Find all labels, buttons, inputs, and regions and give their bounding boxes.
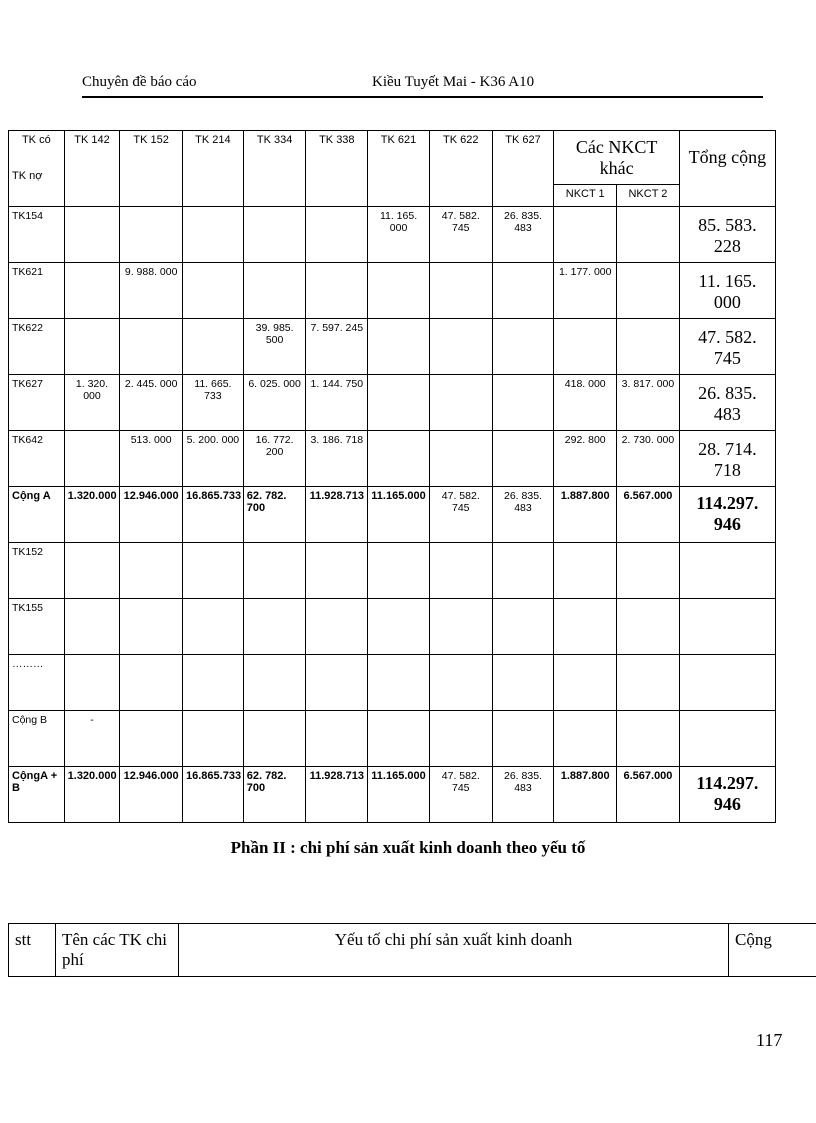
table-row: [9, 655, 776, 711]
row-label: TK154: [9, 207, 65, 263]
page-number: 117: [756, 1030, 783, 1050]
table-cell: [368, 431, 430, 487]
table-cell: 11. 165. 000: [368, 207, 430, 263]
row-label: TK642: [9, 431, 65, 487]
accounts-table: [8, 130, 776, 823]
row-total: 114.297. 946: [679, 767, 775, 823]
table-cell: [429, 599, 492, 655]
cost-elements-table: [8, 923, 816, 977]
table-cell: [120, 711, 183, 767]
table-cell: 16.865.733: [183, 767, 244, 823]
row-label: TK621: [9, 263, 65, 319]
table-cell: [492, 375, 554, 431]
column-header: TK 622: [429, 131, 492, 207]
table-cell: 16. 772. 200: [243, 431, 306, 487]
account-name-header: Tên các TK chi phí: [56, 924, 179, 977]
table-cell: [492, 655, 554, 711]
table-cell: 47. 582. 745: [429, 487, 492, 543]
table-cell: [368, 711, 430, 767]
row-total: [679, 599, 775, 655]
table-cell: [554, 543, 617, 599]
table-cell: 39. 985. 500: [243, 319, 306, 375]
total-header-cont: [679, 185, 775, 207]
table-cell: [183, 711, 244, 767]
table-cell: 5. 200. 000: [183, 431, 244, 487]
table-cell: [64, 263, 120, 319]
table-cell: 12.946.000: [120, 767, 183, 823]
table-cell: [554, 207, 617, 263]
table-cell: [617, 263, 680, 319]
table-cell: [64, 599, 120, 655]
table-cell: 11. 665. 733: [183, 375, 244, 431]
table-cell: [120, 543, 183, 599]
table-cell: 1.887.800: [554, 767, 617, 823]
row-total: 26. 835. 483: [679, 375, 775, 431]
row-label: TK627: [9, 375, 65, 431]
column-header: TK 142: [64, 131, 120, 207]
sub-column-header: NKCT 2: [617, 185, 680, 207]
table-cell: -: [64, 711, 120, 767]
table-cell: [429, 655, 492, 711]
table-cell: 3. 817. 000: [617, 375, 680, 431]
table-cell: 11.165.000: [368, 487, 430, 543]
table-cell: [120, 599, 183, 655]
header-right: Kiều Tuyết Mai - K36 A10: [372, 74, 535, 90]
table-cell: 1.320.000: [64, 487, 120, 543]
row-label: Cộng A: [9, 487, 65, 543]
table-row: [9, 711, 776, 767]
row-label: TK622: [9, 319, 65, 375]
part2-title: Phần II : chi phí sản xuất kinh doanh theo yếu tố: [230, 838, 586, 857]
table-cell: [429, 319, 492, 375]
table-cell: 11.165.000: [368, 767, 430, 823]
table-cell: 62. 782. 700: [243, 767, 306, 823]
table-cell: [429, 263, 492, 319]
table-cell: [120, 655, 183, 711]
table-cell: [617, 711, 680, 767]
table-cell: 1.887.800: [554, 487, 617, 543]
table-cell: 1. 177. 000: [554, 263, 617, 319]
table-cell: 6.567.000: [617, 767, 680, 823]
table-cell: [306, 263, 368, 319]
table-cell: 513. 000: [120, 431, 183, 487]
row-label: ………: [9, 655, 65, 711]
table-cell: [243, 599, 306, 655]
table-cell: [492, 599, 554, 655]
table-cell: [243, 543, 306, 599]
table-row: [9, 599, 776, 655]
column-header: TK 152: [120, 131, 183, 207]
row-total: 114.297. 946: [679, 487, 775, 543]
header-left: Chuyên đề báo cáo: [82, 74, 197, 90]
table-cell: [64, 319, 120, 375]
table-cell: [492, 319, 554, 375]
sub-column-header: NKCT 1: [554, 185, 617, 207]
table-cell: 26. 835. 483: [492, 767, 554, 823]
row-total: 85. 583. 228: [679, 207, 775, 263]
table-cell: 3. 186. 718: [306, 431, 368, 487]
cost-element-header: Yếu tố chi phí sản xuất kinh doanh: [179, 924, 729, 977]
table-row: [9, 263, 776, 319]
table-cell: [617, 207, 680, 263]
row-total: 11. 165. 000: [679, 263, 775, 319]
group-header: Các NKCT khác: [554, 131, 679, 185]
table-cell: [554, 655, 617, 711]
table-cell: [243, 711, 306, 767]
table-cell: 26. 835. 483: [492, 487, 554, 543]
table-cell: 6. 025. 000: [243, 375, 306, 431]
table-cell: 62. 782. 700: [243, 487, 306, 543]
corner-header: [9, 131, 65, 207]
table-cell: [243, 207, 306, 263]
table-row: [9, 375, 776, 431]
table-cell: 9. 988. 000: [120, 263, 183, 319]
table-cell: [64, 207, 120, 263]
table-cell: [306, 599, 368, 655]
table-cell: 1.320.000: [64, 767, 120, 823]
table-cell: [64, 431, 120, 487]
row-total: [679, 655, 775, 711]
row-label: Cộng B: [9, 711, 65, 767]
table-cell: [429, 543, 492, 599]
table-cell: [554, 599, 617, 655]
table-cell: [306, 207, 368, 263]
table-cell: [64, 543, 120, 599]
table-cell: [183, 655, 244, 711]
table-cell: [617, 655, 680, 711]
table-row: [9, 487, 776, 543]
table-cell: [183, 599, 244, 655]
table-row: [9, 319, 776, 375]
table-cell: [554, 711, 617, 767]
table-header-row: [9, 131, 776, 185]
corner-bottom: TK nợ: [12, 170, 43, 182]
table-cell: 6.567.000: [617, 487, 680, 543]
table-cell: 11.928.713: [306, 487, 368, 543]
table-cell: [306, 711, 368, 767]
table-cell: [306, 543, 368, 599]
table-row: [9, 543, 776, 599]
column-header: TK 338: [306, 131, 368, 207]
table-cell: 2. 445. 000: [120, 375, 183, 431]
row-total: [679, 711, 775, 767]
sum-header: Cộng: [729, 924, 816, 977]
row-label: CộngA + B: [9, 767, 65, 823]
table-cell: 26. 835. 483: [492, 207, 554, 263]
corner-top: TK có: [21, 134, 51, 146]
table-cell: [368, 599, 430, 655]
table-cell: [429, 711, 492, 767]
table-cell: [120, 319, 183, 375]
table-cell: [368, 263, 430, 319]
table-cell: 1. 144. 750: [306, 375, 368, 431]
table-cell: [492, 711, 554, 767]
table-cell: [617, 319, 680, 375]
table-cell: [183, 207, 244, 263]
table-cell: [492, 431, 554, 487]
table-cell: [368, 543, 430, 599]
column-header: TK 621: [368, 131, 430, 207]
table-cell: [617, 599, 680, 655]
total-header: Tổng cộng: [679, 131, 775, 185]
table-cell: [243, 655, 306, 711]
table-cell: 16.865.733: [183, 487, 244, 543]
table-cell: [492, 543, 554, 599]
table-cell: [554, 319, 617, 375]
table-cell: [64, 655, 120, 711]
row-total: 47. 582. 745: [679, 319, 775, 375]
table-cell: [306, 655, 368, 711]
table-cell: 1. 320. 000: [64, 375, 120, 431]
stt-header: stt: [9, 924, 56, 977]
page-header: [82, 74, 763, 98]
table-cell: [368, 655, 430, 711]
table-cell: 418. 000: [554, 375, 617, 431]
table-cell: [368, 375, 430, 431]
table-cell: [617, 543, 680, 599]
column-header: TK 334: [243, 131, 306, 207]
table-row: [9, 207, 776, 263]
table-cell: 12.946.000: [120, 487, 183, 543]
table-row: [9, 767, 776, 823]
row-total: 28. 714. 718: [679, 431, 775, 487]
table-cell: [492, 263, 554, 319]
table-row: [9, 924, 816, 977]
table-cell: [183, 263, 244, 319]
table-cell: 11.928.713: [306, 767, 368, 823]
table-cell: [429, 431, 492, 487]
table-cell: [120, 207, 183, 263]
column-header: TK 214: [183, 131, 244, 207]
row-label: TK155: [9, 599, 65, 655]
table-cell: [183, 543, 244, 599]
table-cell: 47. 582. 745: [429, 207, 492, 263]
column-header: TK 627: [492, 131, 554, 207]
table-cell: [183, 319, 244, 375]
table-cell: [243, 263, 306, 319]
table-cell: [429, 375, 492, 431]
table-cell: 7. 597. 245: [306, 319, 368, 375]
table-cell: 292. 800: [554, 431, 617, 487]
table-cell: 47. 582. 745: [429, 767, 492, 823]
table-row: [9, 431, 776, 487]
table-cell: 2. 730. 000: [617, 431, 680, 487]
table-cell: [368, 319, 430, 375]
row-total: [679, 543, 775, 599]
row-label: TK152: [9, 543, 65, 599]
